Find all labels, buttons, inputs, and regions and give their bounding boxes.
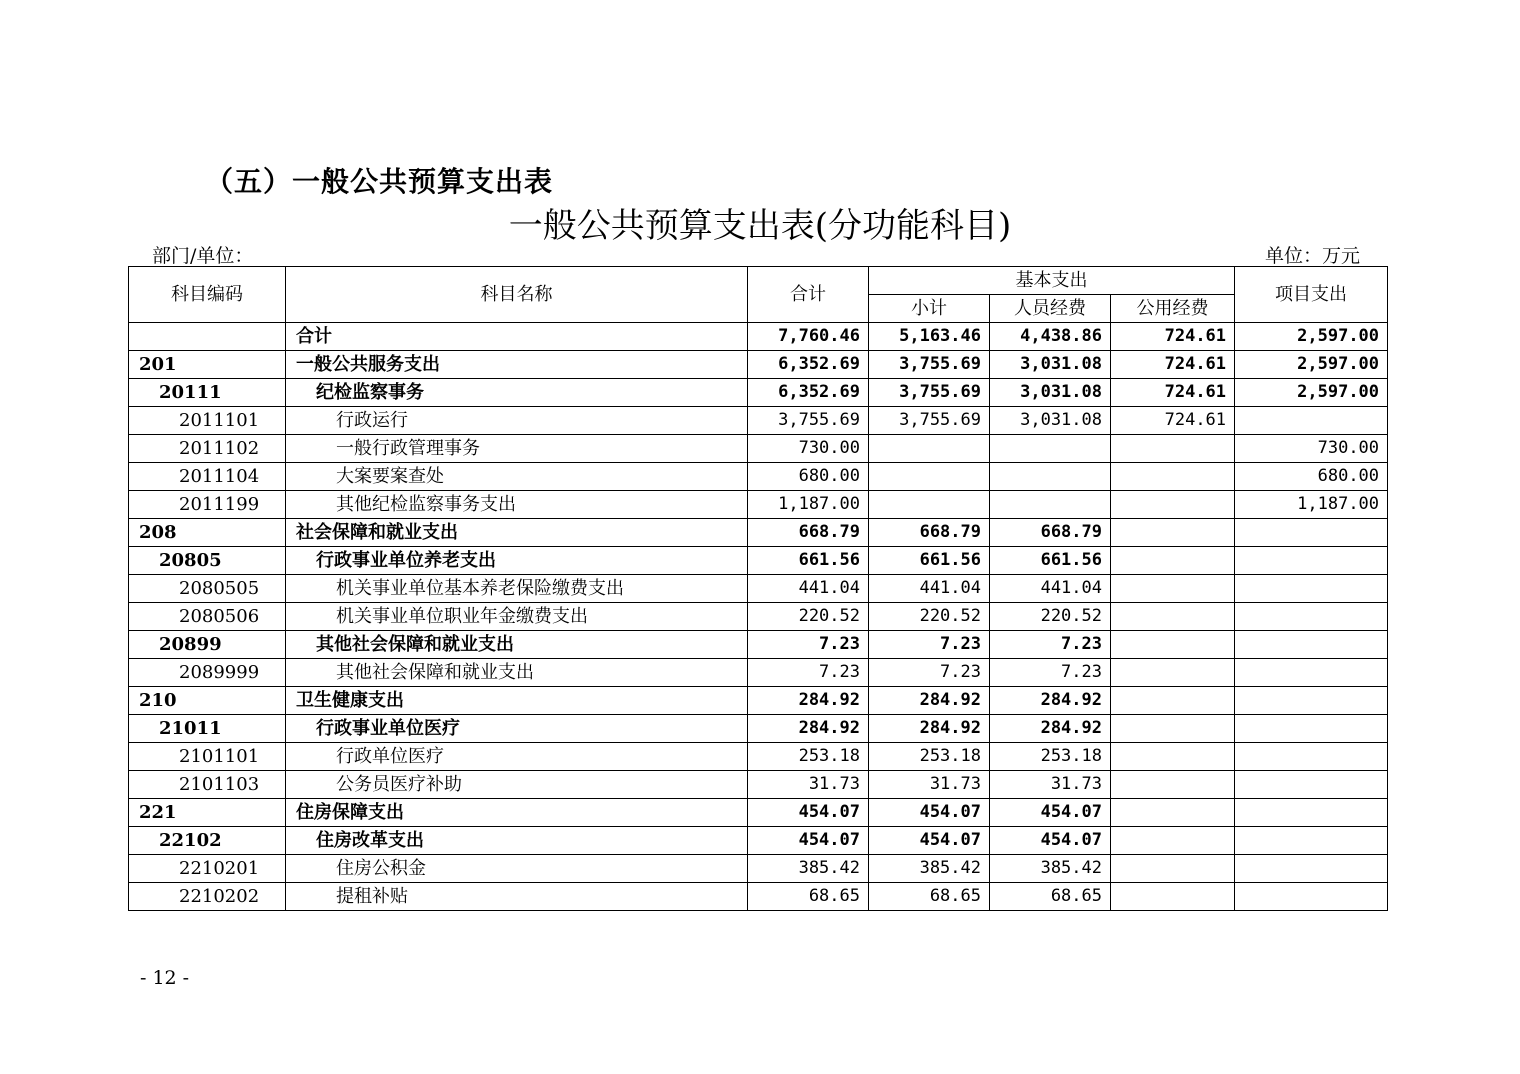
cell-subtotal: 31.73	[869, 771, 990, 799]
cell-public	[1111, 659, 1235, 687]
cell-total: 1,187.00	[748, 491, 869, 519]
cell-total: 454.07	[748, 827, 869, 855]
cell-name: 机关事业单位基本养老保险缴费支出	[286, 575, 748, 603]
cell-name: 社会保障和就业支出	[286, 519, 748, 547]
cell-project: 680.00	[1235, 463, 1388, 491]
table-row	[129, 603, 1388, 631]
cell-personnel: 7.23	[990, 631, 1111, 659]
cell-personnel	[990, 463, 1111, 491]
cell-public: 724.61	[1111, 351, 1235, 379]
cell-total: 385.42	[748, 855, 869, 883]
page-number: - 12 -	[140, 967, 190, 989]
cell-code: 21011	[129, 715, 286, 743]
cell-code: 208	[129, 519, 286, 547]
cell-total: 6,352.69	[748, 379, 869, 407]
cell-personnel: 385.42	[990, 855, 1111, 883]
header-total: 合计	[748, 267, 869, 323]
cell-personnel: 454.07	[990, 827, 1111, 855]
cell-subtotal: 253.18	[869, 743, 990, 771]
cell-subtotal: 284.92	[869, 687, 990, 715]
cell-personnel: 454.07	[990, 799, 1111, 827]
table-row	[129, 575, 1388, 603]
cell-subtotal	[869, 491, 990, 519]
section-title: （五）一般公共预算支出表	[205, 165, 554, 198]
header-subtotal: 小计	[869, 295, 990, 323]
cell-project: 2,597.00	[1235, 351, 1388, 379]
cell-name: 其他纪检监察事务支出	[286, 491, 748, 519]
cell-name: 住房保障支出	[286, 799, 748, 827]
cell-name: 行政事业单位养老支出	[286, 547, 748, 575]
cell-name: 提租补贴	[286, 883, 748, 911]
cell-public	[1111, 855, 1235, 883]
cell-name: 卫生健康支出	[286, 687, 748, 715]
cell-public	[1111, 715, 1235, 743]
cell-total: 3,755.69	[748, 407, 869, 435]
cell-name: 纪检监察事务	[286, 379, 748, 407]
cell-public: 724.61	[1111, 379, 1235, 407]
cell-subtotal: 668.79	[869, 519, 990, 547]
table-row	[129, 407, 1388, 435]
cell-subtotal	[869, 463, 990, 491]
page-title: 一般公共预算支出表(分功能科目)	[508, 206, 1012, 246]
cell-code: 20899	[129, 631, 286, 659]
header-code: 科目编码	[129, 267, 286, 323]
cell-code: 2101103	[129, 771, 286, 799]
cell-total: 441.04	[748, 575, 869, 603]
cell-public	[1111, 435, 1235, 463]
cell-project	[1235, 603, 1388, 631]
cell-subtotal: 220.52	[869, 603, 990, 631]
cell-code: 2101101	[129, 743, 286, 771]
cell-project	[1235, 827, 1388, 855]
cell-name: 大案要案查处	[286, 463, 748, 491]
cell-name: 一般公共服务支出	[286, 351, 748, 379]
cell-project: 730.00	[1235, 435, 1388, 463]
table-row	[129, 743, 1388, 771]
cell-total: 253.18	[748, 743, 869, 771]
cell-name: 机关事业单位职业年金缴费支出	[286, 603, 748, 631]
header-basic: 基本支出	[869, 267, 1235, 295]
cell-personnel: 253.18	[990, 743, 1111, 771]
cell-subtotal: 7.23	[869, 631, 990, 659]
cell-total: 7,760.46	[748, 323, 869, 351]
cell-public: 724.61	[1111, 407, 1235, 435]
table-row	[129, 827, 1388, 855]
cell-project	[1235, 687, 1388, 715]
cell-personnel: 668.79	[990, 519, 1111, 547]
department-label: 部门/单位：	[152, 245, 254, 267]
cell-name: 一般行政管理事务	[286, 435, 748, 463]
cell-total: 220.52	[748, 603, 869, 631]
cell-code: 201	[129, 351, 286, 379]
cell-project: 2,597.00	[1235, 323, 1388, 351]
cell-name: 住房改革支出	[286, 827, 748, 855]
table-row	[129, 463, 1388, 491]
table-row	[129, 687, 1388, 715]
cell-project	[1235, 575, 1388, 603]
cell-code: 2011104	[129, 463, 286, 491]
cell-public	[1111, 575, 1235, 603]
cell-personnel: 661.56	[990, 547, 1111, 575]
table-row	[129, 547, 1388, 575]
cell-public: 724.61	[1111, 323, 1235, 351]
cell-name: 公务员医疗补助	[286, 771, 748, 799]
cell-personnel: 3,031.08	[990, 379, 1111, 407]
table-row	[129, 771, 1388, 799]
header-name: 科目名称	[286, 267, 748, 323]
cell-total: 7.23	[748, 659, 869, 687]
cell-subtotal: 385.42	[869, 855, 990, 883]
table-row	[129, 351, 1388, 379]
cell-name: 住房公积金	[286, 855, 748, 883]
table-row	[129, 491, 1388, 519]
cell-public	[1111, 799, 1235, 827]
cell-total: 730.00	[748, 435, 869, 463]
cell-code: 2210202	[129, 883, 286, 911]
cell-code: 2011199	[129, 491, 286, 519]
cell-code: 221	[129, 799, 286, 827]
header-project: 项目支出	[1235, 267, 1388, 323]
cell-subtotal: 3,755.69	[869, 407, 990, 435]
cell-public	[1111, 547, 1235, 575]
cell-public	[1111, 603, 1235, 631]
table-row	[129, 631, 1388, 659]
cell-public	[1111, 743, 1235, 771]
cell-personnel: 3,031.08	[990, 407, 1111, 435]
cell-subtotal: 68.65	[869, 883, 990, 911]
cell-total: 680.00	[748, 463, 869, 491]
cell-code: 210	[129, 687, 286, 715]
cell-public	[1111, 463, 1235, 491]
cell-project: 2,597.00	[1235, 379, 1388, 407]
cell-name: 行政运行	[286, 407, 748, 435]
table-row	[129, 883, 1388, 911]
cell-project	[1235, 407, 1388, 435]
cell-project	[1235, 883, 1388, 911]
cell-project	[1235, 547, 1388, 575]
cell-total: 668.79	[748, 519, 869, 547]
cell-public	[1111, 883, 1235, 911]
table-body	[129, 323, 1388, 911]
cell-personnel	[990, 491, 1111, 519]
table-row	[129, 435, 1388, 463]
budget-table	[128, 266, 1388, 911]
cell-total: 284.92	[748, 687, 869, 715]
table-row	[129, 379, 1388, 407]
cell-subtotal: 5,163.46	[869, 323, 990, 351]
cell-project	[1235, 771, 1388, 799]
cell-personnel: 68.65	[990, 883, 1111, 911]
cell-subtotal	[869, 435, 990, 463]
cell-project	[1235, 743, 1388, 771]
cell-public	[1111, 827, 1235, 855]
cell-total: 6,352.69	[748, 351, 869, 379]
cell-project	[1235, 799, 1388, 827]
cell-public	[1111, 491, 1235, 519]
cell-public	[1111, 519, 1235, 547]
cell-project	[1235, 715, 1388, 743]
header-personnel: 人员经费	[990, 295, 1111, 323]
cell-personnel: 284.92	[990, 715, 1111, 743]
table-row	[129, 715, 1388, 743]
cell-name: 行政事业单位医疗	[286, 715, 748, 743]
cell-total: 31.73	[748, 771, 869, 799]
cell-personnel: 441.04	[990, 575, 1111, 603]
cell-total: 7.23	[748, 631, 869, 659]
cell-personnel: 220.52	[990, 603, 1111, 631]
cell-public	[1111, 771, 1235, 799]
cell-code: 22102	[129, 827, 286, 855]
cell-name: 其他社会保障和就业支出	[286, 631, 748, 659]
cell-name: 行政单位医疗	[286, 743, 748, 771]
cell-personnel: 4,438.86	[990, 323, 1111, 351]
cell-total: 661.56	[748, 547, 869, 575]
cell-total: 68.65	[748, 883, 869, 911]
cell-public	[1111, 687, 1235, 715]
cell-name: 合计	[286, 323, 748, 351]
cell-total: 454.07	[748, 799, 869, 827]
cell-name: 其他社会保障和就业支出	[286, 659, 748, 687]
header-public: 公用经费	[1111, 295, 1235, 323]
cell-public	[1111, 631, 1235, 659]
cell-project	[1235, 519, 1388, 547]
table-row	[129, 519, 1388, 547]
cell-code: 2210201	[129, 855, 286, 883]
cell-code: 20111	[129, 379, 286, 407]
table-row	[129, 323, 1388, 351]
table-row	[129, 855, 1388, 883]
cell-code: 20805	[129, 547, 286, 575]
cell-code: 2011102	[129, 435, 286, 463]
cell-subtotal: 454.07	[869, 799, 990, 827]
cell-subtotal: 441.04	[869, 575, 990, 603]
cell-code: 2089999	[129, 659, 286, 687]
cell-subtotal: 7.23	[869, 659, 990, 687]
table-row	[129, 799, 1388, 827]
cell-subtotal: 3,755.69	[869, 379, 990, 407]
cell-code	[129, 323, 286, 351]
cell-subtotal: 454.07	[869, 827, 990, 855]
cell-personnel: 284.92	[990, 687, 1111, 715]
cell-personnel: 3,031.08	[990, 351, 1111, 379]
table-header	[129, 267, 1388, 323]
cell-personnel: 31.73	[990, 771, 1111, 799]
cell-code: 2080506	[129, 603, 286, 631]
cell-code: 2080505	[129, 575, 286, 603]
cell-project	[1235, 659, 1388, 687]
cell-project: 1,187.00	[1235, 491, 1388, 519]
cell-total: 284.92	[748, 715, 869, 743]
cell-project	[1235, 855, 1388, 883]
cell-personnel	[990, 435, 1111, 463]
cell-project	[1235, 631, 1388, 659]
cell-subtotal: 661.56	[869, 547, 990, 575]
cell-subtotal: 3,755.69	[869, 351, 990, 379]
cell-personnel: 7.23	[990, 659, 1111, 687]
cell-code: 2011101	[129, 407, 286, 435]
table-row	[129, 659, 1388, 687]
unit-label: 单位：万元	[1264, 245, 1360, 267]
cell-subtotal: 284.92	[869, 715, 990, 743]
